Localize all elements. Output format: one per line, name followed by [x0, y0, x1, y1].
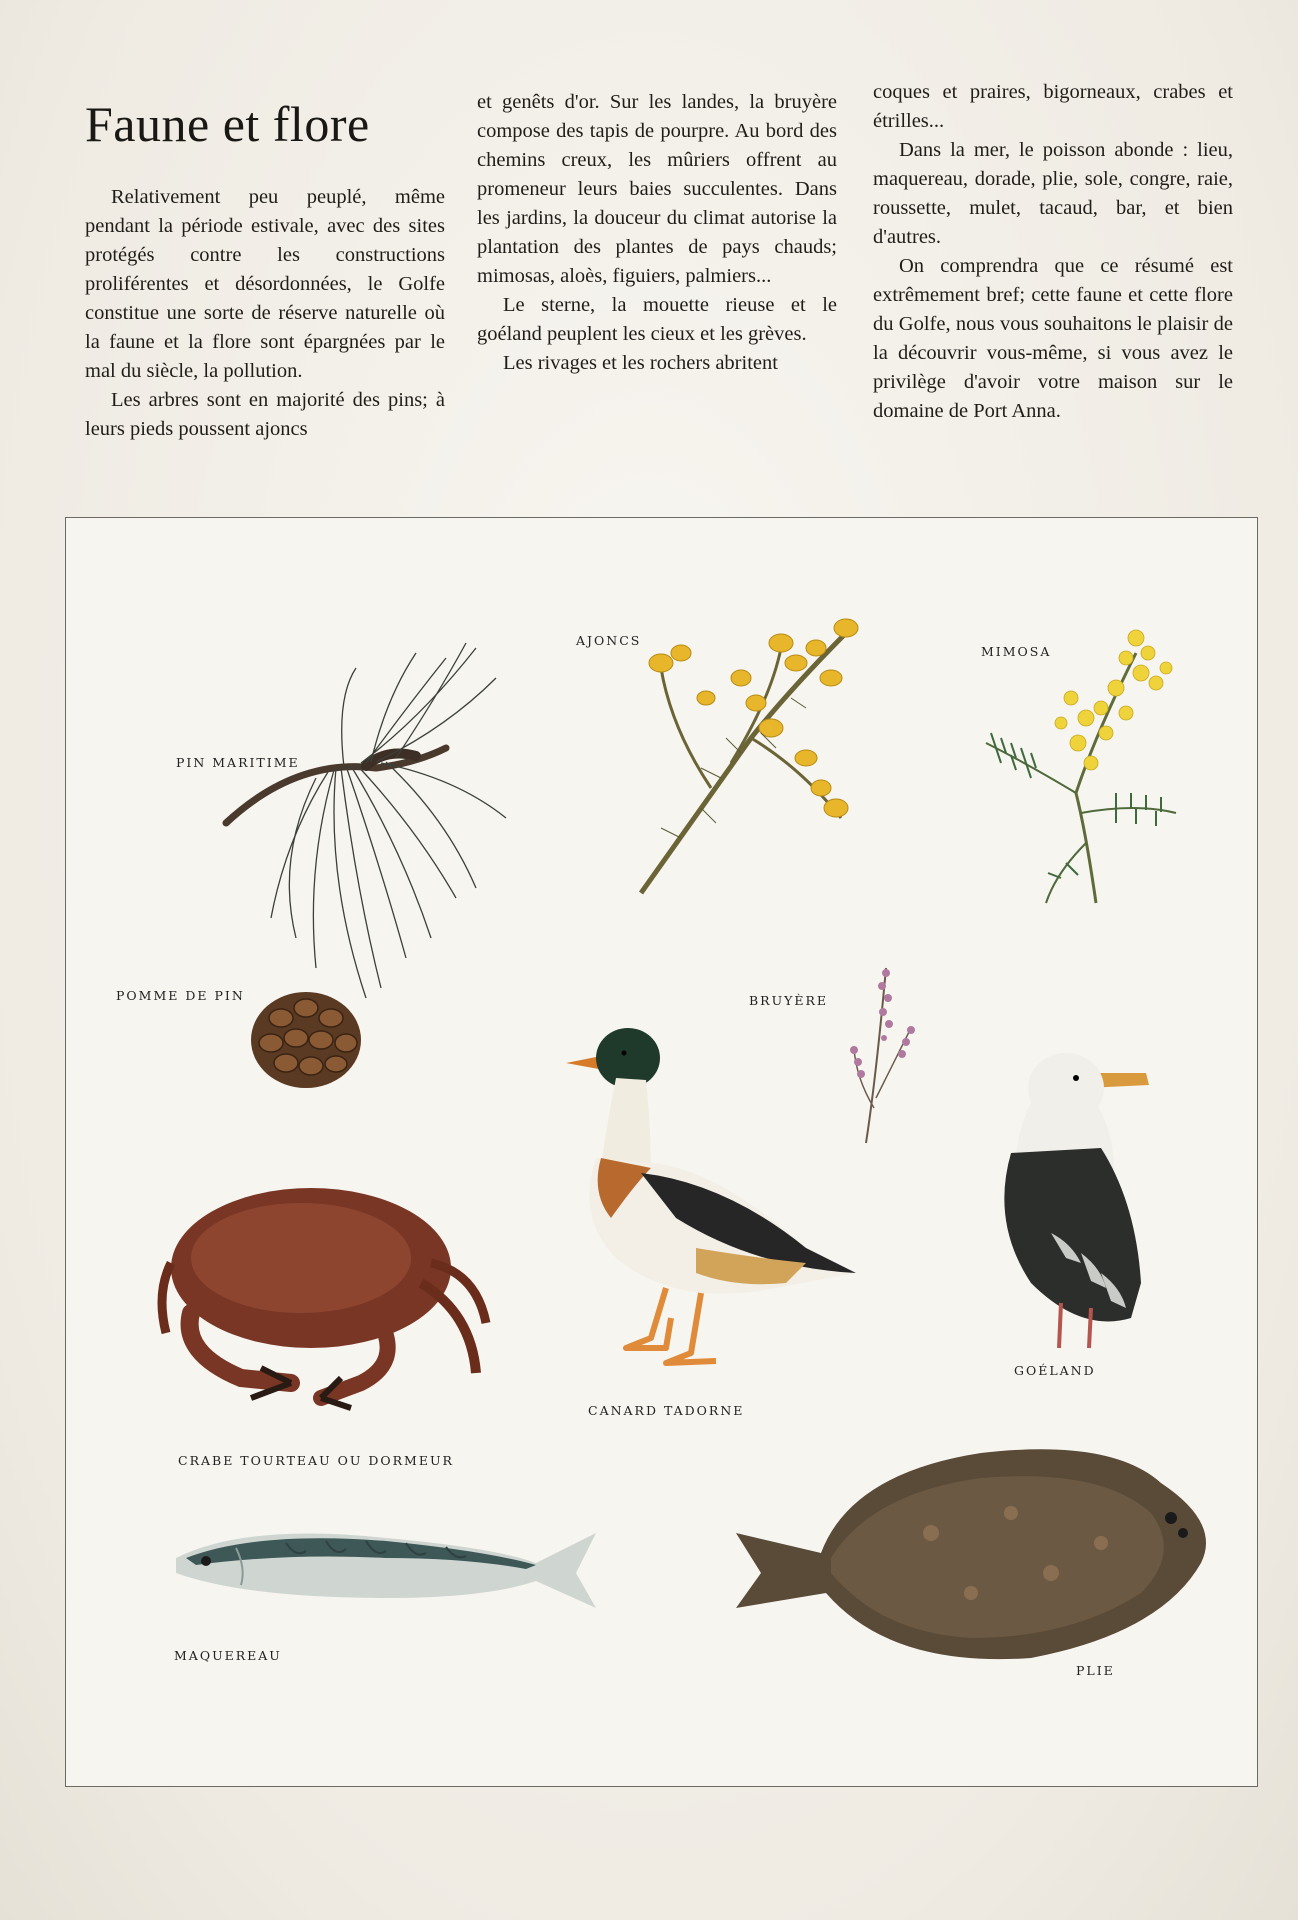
label-pin-maritime: PIN MARITIME [176, 755, 300, 770]
paragraph: Les rivages et les rochers abritent [503, 352, 778, 374]
paragraph: et genêts d'or. Sur les landes, la bruyère compose des tapis de pourpre. Au bord des chemins creux, les mûriers offrent au promeneur leurs baies succulentes. Dans les jardins, la douceur du climat autorise la plantation des plantes de pays chauds; mimosas, aloès, figuiers, palmiers... [477, 91, 837, 287]
label-crabe-tourteau: CRABE TOURTEAU OU DORMEUR [178, 1453, 454, 1468]
article-title: Faune et flore [85, 96, 370, 152]
label-pomme-de-pin: POMME DE PIN [116, 988, 245, 1003]
maquereau-illustration [166, 1513, 606, 1623]
text-column-2 [477, 88, 837, 378]
paragraph: Relativement peu peuplé, même pendant la période estivale, avec des sites protégés contre les constructions proliférentes et désordonnées, le Golfe constitue une sorte de réserve naturelle où la faune et la flore sont épargnées par le mal du siècle, la pollution. [85, 186, 445, 382]
paragraph: On comprendra que ce résumé est extrêmement bref; cette faune et cette flore du Golfe, nous vous souhaitons le plaisir de la découvrir vous-même, si vous avez le privilège d'avoir votre maison sur le domaine de Port Anna. [873, 255, 1233, 422]
label-mimosa: MIMOSA [981, 644, 1052, 659]
paragraph: Le sterne, la mouette rieuse et le goéland peuplent les cieux et les grèves. [477, 294, 837, 345]
canard-tadorne-illustration [556, 1018, 876, 1368]
crabe-tourteau-illustration [151, 1183, 491, 1413]
text-column-1 [85, 183, 445, 444]
goeland-illustration [981, 1033, 1171, 1353]
label-canard-tadorne: CANARD TADORNE [588, 1403, 745, 1418]
pomme-de-pin-illustration [241, 978, 371, 1098]
pin-maritime-illustration [216, 638, 516, 1008]
paragraph: Dans la mer, le poisson abonde : lieu, maquereau, dorade, plie, sole, congre, raie, roussette, mulet, tacaud, bar, et bien d'autres. [873, 139, 1233, 248]
label-plie: PLIE [1076, 1663, 1115, 1678]
label-ajoncs: AJONCS [576, 633, 642, 648]
text-column-3 [873, 78, 1233, 426]
paragraph: coques et praires, bigorneaux, crabes et étrilles... [873, 81, 1233, 132]
label-maquereau: MAQUEREAU [174, 1648, 282, 1663]
label-bruyere: BRUYÈRE [749, 993, 829, 1008]
illustration-plate [65, 517, 1258, 1787]
ajoncs-illustration [621, 608, 881, 898]
plie-illustration [731, 1433, 1221, 1673]
paragraph: Les arbres sont en majorité des pins; à leurs pieds poussent ajoncs [85, 389, 445, 440]
label-goeland: GOÉLAND [1014, 1363, 1096, 1378]
